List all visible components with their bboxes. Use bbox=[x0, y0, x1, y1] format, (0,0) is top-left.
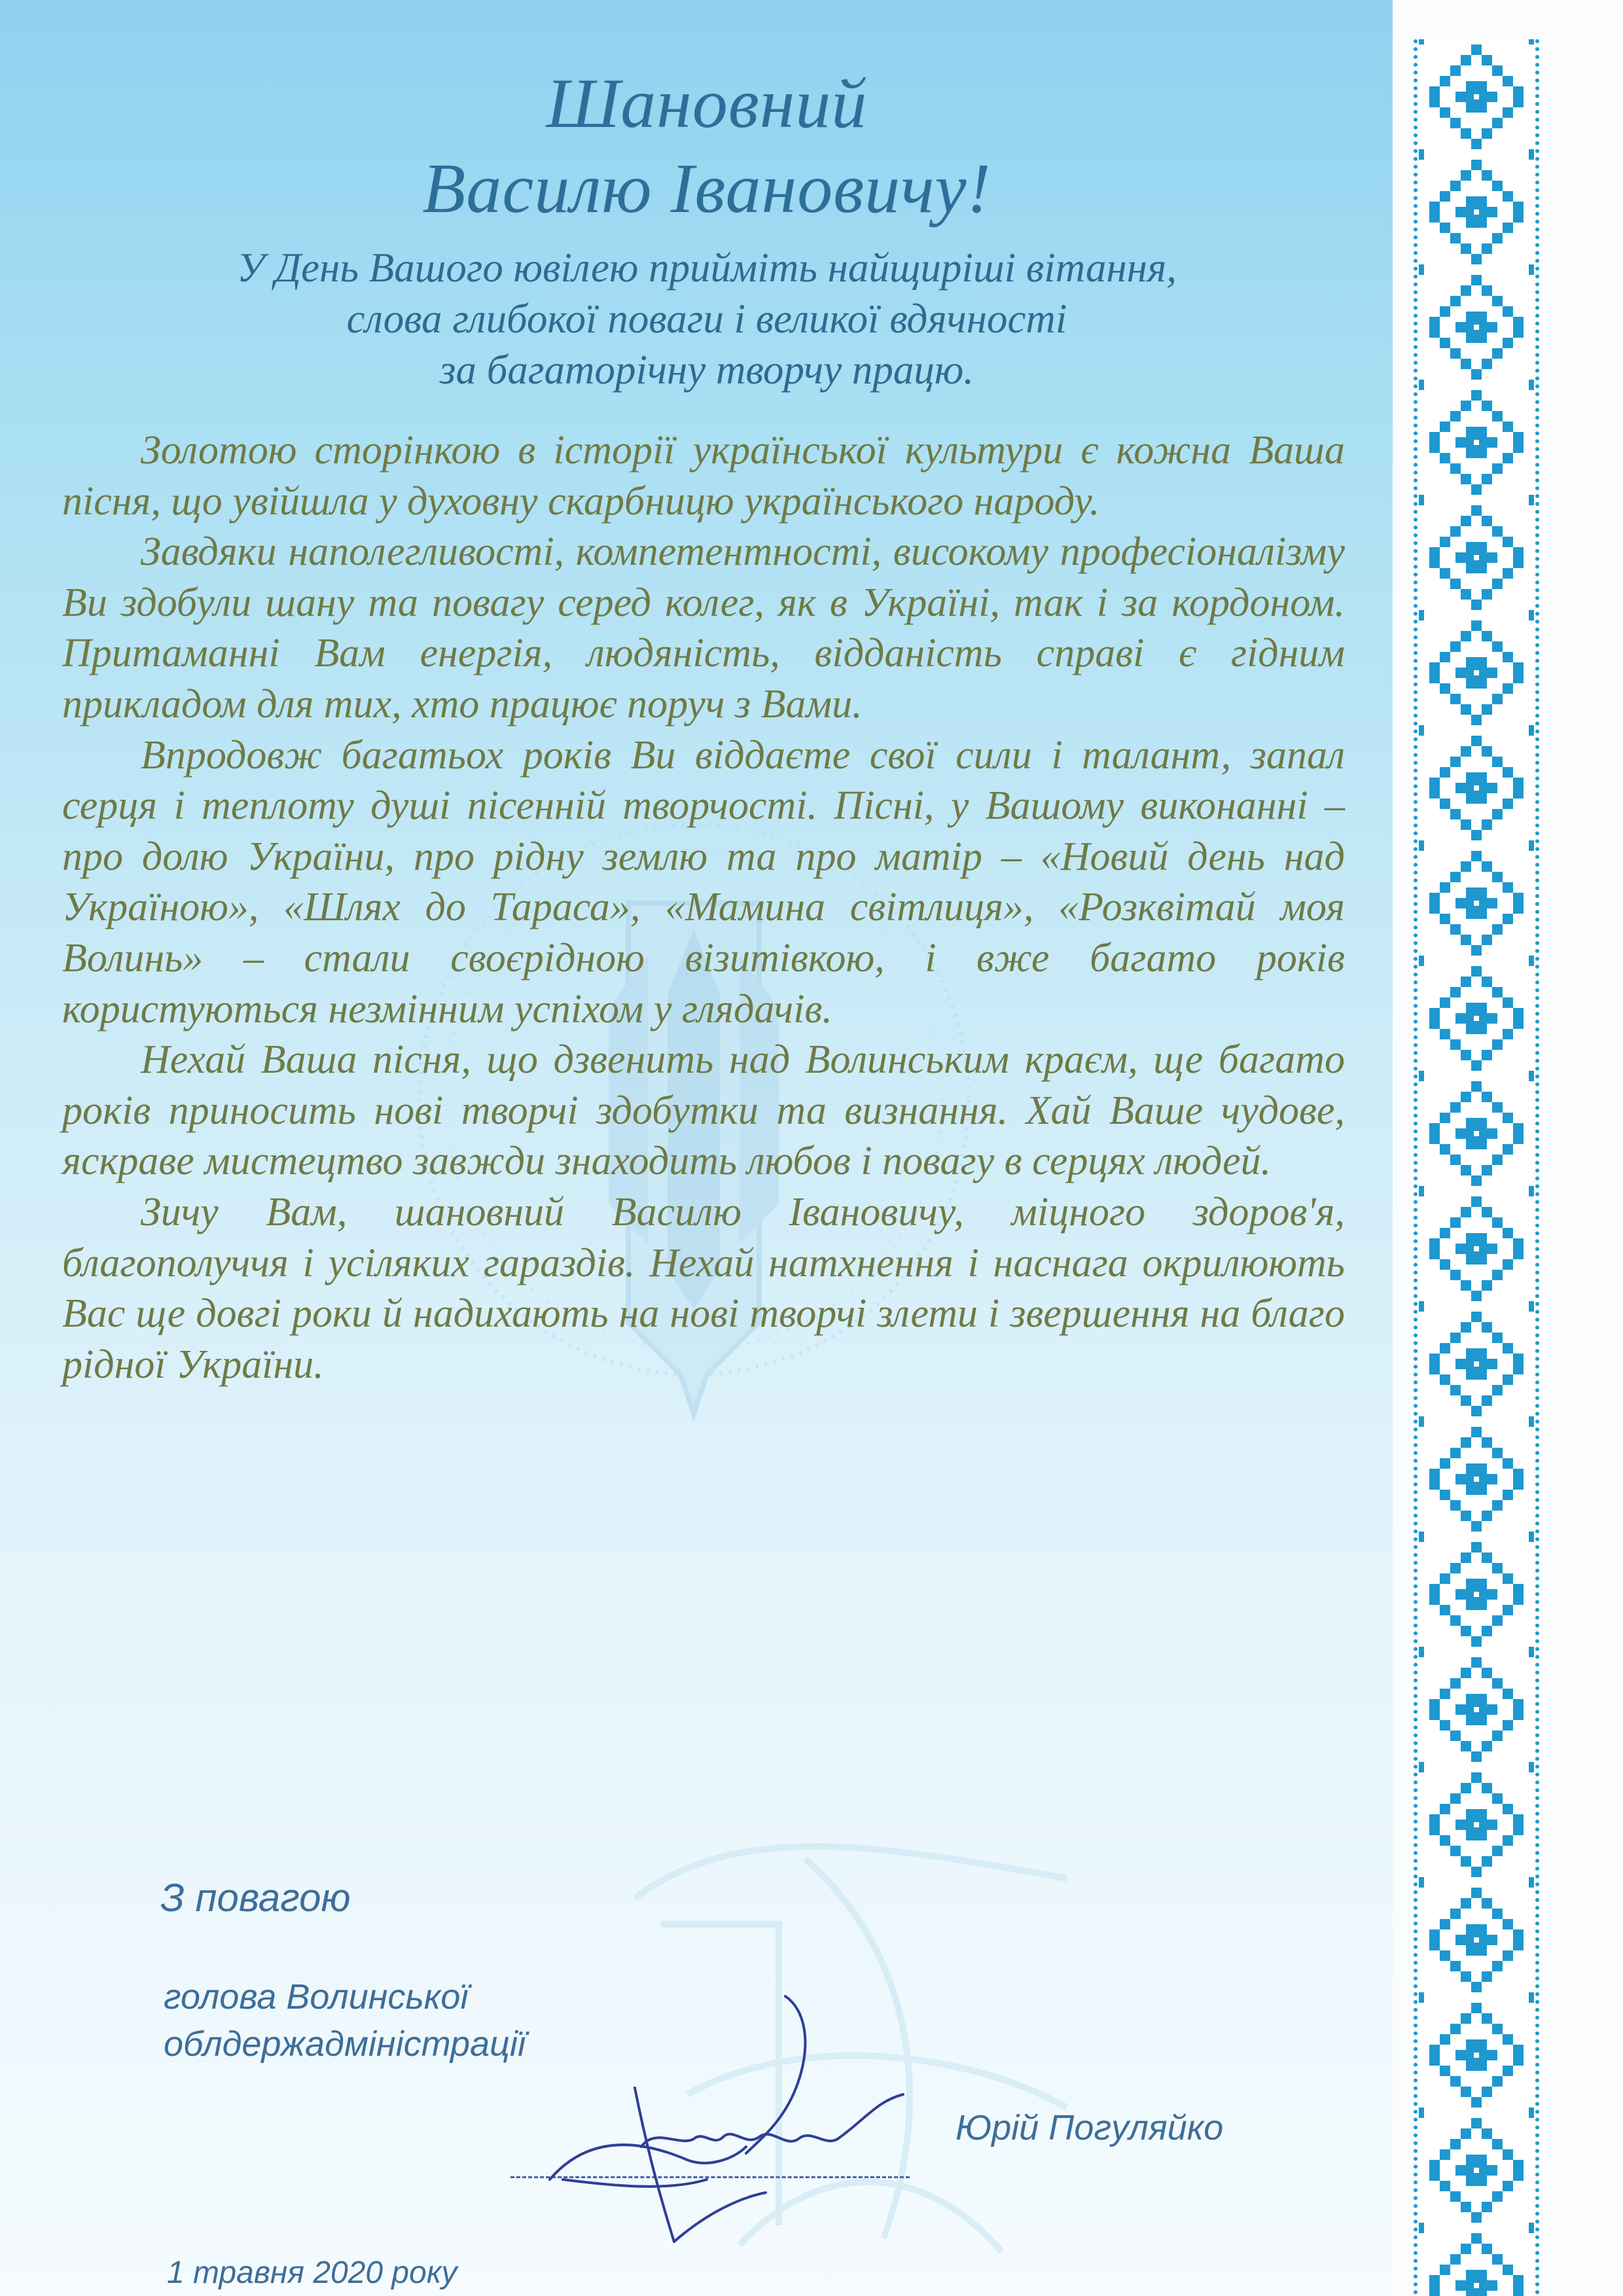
intro-line-1: У День Вашого ювілею прийміть найщиріші вітання, bbox=[236, 245, 1177, 291]
position-line-2: облдержадміністрації bbox=[164, 2024, 526, 2064]
body-paragraph: Завдяки наполегливості, компетентності, високому професіоналізму Ви здобули шану та повагу серед колег, як в Україні, так і за кордоном. Притаманні Вам енергія, людяність, відданість справі є гідним прикладом для тих, хто працює поруч з Вами. bbox=[62, 529, 1345, 726]
body-paragraph: Впродовж багатьох років Ви віддаєте свої сили і талант, запал серця і теплоту душі пісенній творчості. Пісні, у Вашому виконанні – про долю України, про рідну землю та про матір – «Новий день над Україною», «Шлях до Тараса», «Мамина світлиця», «Розквітай моя Волинь» – стали своєрідною візитівкою, і вже багато років користуються незмінним успіхом у глядачів. bbox=[62, 732, 1345, 1031]
handwritten-signature-icon bbox=[537, 1983, 942, 2258]
letter-date: 1 травня 2020 року bbox=[167, 2255, 457, 2290]
body-paragraph: Нехай Ваша пісня, що дзвенить над Волинським краєм, ще багато років приносить нові творчі здобутки та визнання. Хай Ваше чудове, яскраве мистецтво завжди знаходить любов і повагу в серцях людей. bbox=[62, 1037, 1345, 1184]
intro-line-2: слова глибокої поваги і великої вдячності bbox=[346, 296, 1067, 342]
signer-name: Юрій Погуляйко bbox=[955, 2108, 1224, 2147]
body-paragraph: Зичу Вам, шановний Василю Івановичу, міцного здоров'я, благополуччя і усіляких гараздів. Нехай натхнення і наснага окрилюють Вас ще довгі роки й надихають на нові творчі злети і звершення на благо рідної України. bbox=[62, 1189, 1345, 1387]
letter-body bbox=[62, 425, 1345, 1390]
ornament-dotted-edge bbox=[1414, 39, 1539, 2296]
intro-block bbox=[65, 242, 1348, 395]
regards-text: З повагою bbox=[160, 1876, 351, 1920]
salutation-line-1: Шановний bbox=[546, 65, 868, 143]
position-line-1: голова Волинської bbox=[164, 1977, 469, 2017]
salutation-line-2: Василю Івановичу! bbox=[422, 150, 991, 228]
body-paragraph: Золотою сторінкою в історії української культури є кожна Ваша пісня, що увійшла у духовну скарбницю українського народу. bbox=[62, 428, 1345, 524]
intro-line-3: за багаторічну творчу працю. bbox=[439, 347, 974, 393]
